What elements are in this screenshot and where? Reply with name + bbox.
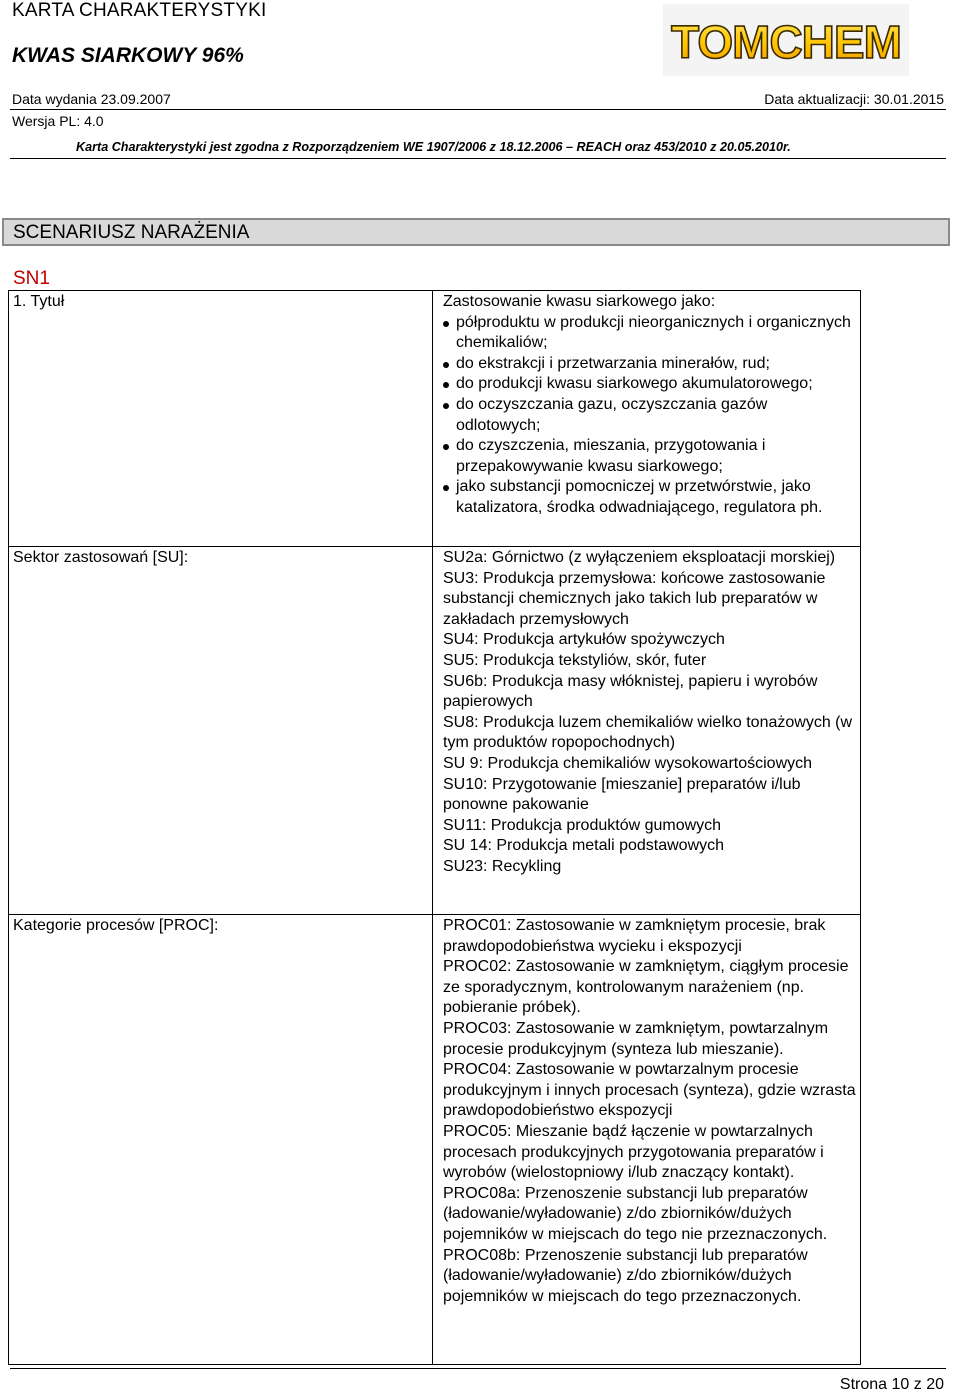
list-item: PROC08b: Przenoszenie substancji lub preparatów (ładowanie/wyładowanie) z/do zbiorników/dużych pojemników w miejscach do tego przeznaczonych.	[443, 1246, 808, 1305]
list-item: do produkcji kwasu siarkowego akumulatorowego;	[443, 374, 856, 395]
exposure-scenario-table	[8, 290, 861, 1365]
table-row	[9, 547, 861, 915]
list-item: SU23: Recykling	[443, 857, 562, 875]
list-item: PROC04: Zastosowanie w powtarzalnym procesie produkcyjnym i innych procesach (synteza), gdzie wzrasta prawdopodobieństwo ekspozycji	[443, 1061, 856, 1120]
list-item: do ekstrakcji i przetwarzania minerałów, rud;	[443, 354, 856, 375]
row-label-proc: Kategorie procesów [PROC]:	[9, 915, 433, 1365]
doc-title: KARTA CHARAKTERYSTYKI	[12, 0, 267, 21]
list-item: PROC05: Mieszanie bądź łączenie w powtarzalnych procesach produkcyjnych przygotowania preparatów i wyrobów (wielostopniowy i/lub znaczący kontakt).	[443, 1122, 824, 1182]
list-item: do czyszczenia, mieszania, przygotowania i przepakowywanie kwasu siarkowego;	[443, 436, 856, 477]
scenario-code: SN1	[13, 268, 50, 289]
footer-divider	[10, 1368, 946, 1369]
header-divider-bottom	[10, 158, 946, 159]
logo-text: TOMCHEM	[671, 16, 901, 68]
row-value-su	[433, 547, 861, 915]
product-name: KWAS SIARKOWY 96%	[12, 44, 244, 67]
list-item: PROC01: Zastosowanie w zamkniętym procesie, brak prawdopodobieństwa wycieku i ekspozycji	[443, 917, 826, 955]
list-item: SU 9: Produkcja chemikaliów wysokowartościowych	[443, 754, 813, 772]
row-value-proc	[433, 915, 861, 1365]
list-item: SU2a: Górnictwo (z wyłączeniem eksploatacji morskiej)	[443, 549, 836, 566]
list-item: SU5: Produkcja tekstyliów, skór, futer	[443, 651, 707, 669]
list-item: SU3: Produkcja przemysłowa: końcowe zastosowanie substancji chemicznych jako takich lub preparatów w zakładach przemysłowych	[443, 569, 826, 628]
list-item: PROC08a: Przenoszenie substancji lub preparatów (ładowanie/wyładowanie) z/do zbiorników/dużych pojemników w miejscach do tego nie przeznaczonych.	[443, 1184, 828, 1243]
issue-date: Data wydania 23.09.2007	[12, 91, 171, 107]
list-item: SU10: Przygotowanie [mieszanie] preparatów i/lub ponowne pakowanie	[443, 775, 801, 814]
use-bullet-list	[443, 313, 856, 519]
tomchem-logo	[663, 4, 909, 76]
version: Wersja PL: 4.0	[12, 113, 104, 129]
compliance-note: Karta Charakterystyki jest zgodna z Rozporządzeniem WE 1907/2006 z 18.12.2006 – REACH oraz 453/2010 z 20.05.2010r.	[76, 140, 791, 154]
title-intro: Zastosowanie kwasu siarkowego jako:	[443, 293, 716, 310]
list-item: PROC03: Zastosowanie w zamkniętym, powtarzalnym procesie produkcyjnym (synteza lub mieszanie).	[443, 1019, 829, 1058]
table-row	[9, 291, 861, 547]
list-item: SU6b: Produkcja masy włóknistej, papieru i wyrobów papierowych	[443, 672, 818, 711]
list-item: do oczyszczania gazu, oczyszczania gazów odlotowych;	[443, 395, 856, 436]
header-divider	[10, 109, 946, 110]
list-item: jako substancji pomocniczej w przetwórstwie, jako katalizatora, środka odwadniającego, regulatora ph.	[443, 477, 856, 518]
update-date: Data aktualizacji: 30.01.2015	[764, 91, 944, 107]
list-item: SU11: Produkcja produktów gumowych	[443, 816, 722, 834]
page-number: Strona 10 z 20	[839, 1376, 944, 1393]
list-item: PROC02: Zastosowanie w zamkniętym, ciągłym procesie ze sporadycznym, kontrolowanym narażeniem (np. pobieranie próbek).	[443, 958, 849, 1017]
list-item: SU 14: Produkcja metali podstawowych	[443, 837, 725, 855]
section-title: SCENARIUSZ NARAŻENIA	[2, 218, 950, 246]
list-item: półproduktu w produkcji nieorganicznych i organicznych chemikaliów;	[443, 313, 856, 354]
row-label-title: 1. Tytuł	[9, 291, 433, 547]
row-label-su: Sektor zastosowań [SU]:	[9, 547, 433, 915]
table-row	[9, 915, 861, 1365]
list-item: SU4: Produkcja artykułów spożywczych	[443, 631, 725, 649]
list-item: SU8: Produkcja luzem chemikaliów wielko tonażowych (w tym produktów ropopochodnych)	[443, 713, 853, 752]
row-value-title	[433, 291, 861, 547]
